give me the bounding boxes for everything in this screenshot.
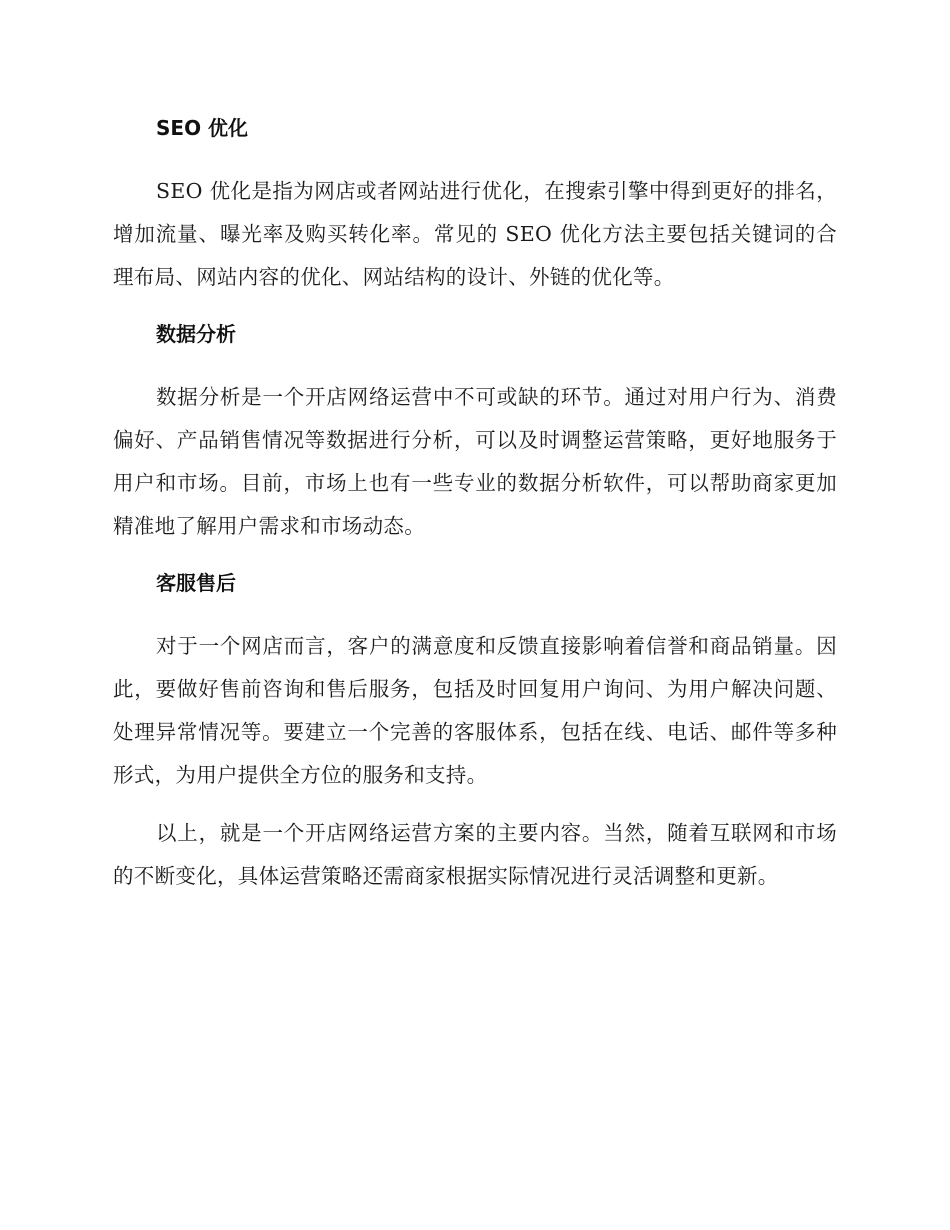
customer-service-paragraph: 对于一个网店而言，客户的满意度和反馈直接影响着信誉和商品销量。因此，要做好售前咨询和售后服务，包括及时回复用户询问、为用户解决问题、处理异常情况等。要建立一个完善的客服体系，包括在线、电话、邮件等多种形式，为用户提供全方位的服务和支持。: [113, 634, 837, 787]
section-heading-customer-service: 客服售后: [156, 571, 236, 595]
data-analysis-paragraph: 数据分析是一个开店网络运营中不可或缺的环节。通过对用户行为、消费偏好、产品销售情况等数据进行分析，可以及时调整运营策略，更好地服务于用户和市场。目前，市场上也有一些专业的数据分析软件，可以帮助商家更加精准地了解用户需求和市场动态。: [113, 385, 837, 538]
seo-paragraph: SEO 优化是指为网店或者网站进行优化，在搜索引擎中得到更好的排名，增加流量、曝光率及购买转化率。常见的 SEO 优化方法主要包括关键词的合理布局、网站内容的优化、网站结构的设计、外链的优化等。: [113, 179, 837, 289]
document-body: [113, 108, 837, 913]
section-heading-seo: SEO 优化: [156, 116, 249, 140]
section-heading-data-analysis: 数据分析: [156, 322, 236, 346]
conclusion-paragraph: 以上，就是一个开店网络运营方案的主要内容。当然，随着互联网和市场的不断变化，具体运营策略还需商家根据实际情况进行灵活调整和更新。: [113, 821, 837, 888]
